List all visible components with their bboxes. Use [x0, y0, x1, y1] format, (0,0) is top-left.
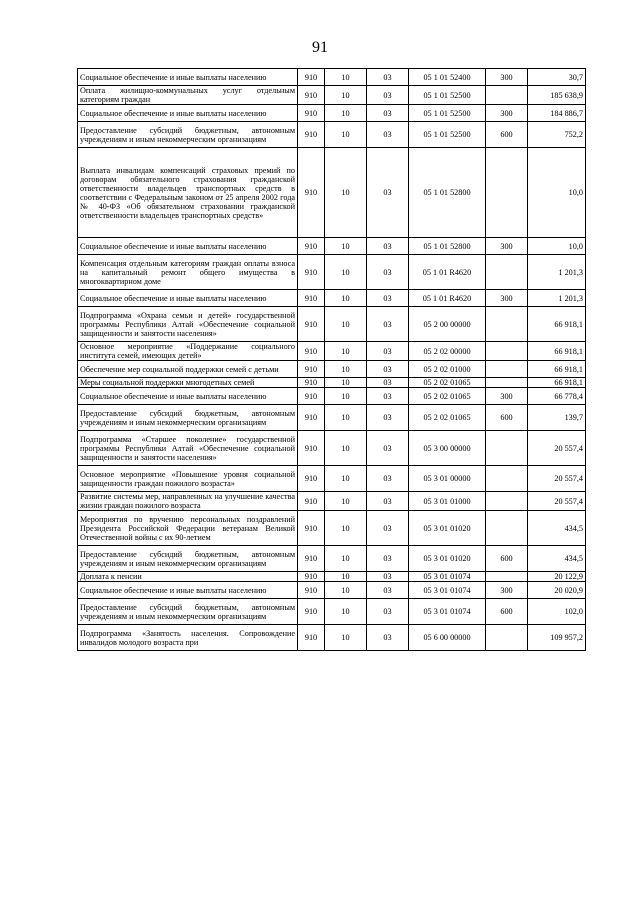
table-row: [78, 405, 586, 431]
cell-subsection-code: 03: [367, 290, 409, 307]
cell-expense-type: [486, 307, 528, 342]
cell-expense-type: 600: [486, 405, 528, 431]
cell-amount: 30,7: [528, 69, 586, 86]
cell-description: Социальное обеспечение и иные выплаты населению: [78, 238, 298, 255]
cell-description: Развитие системы мер, направленных на улучшение качества жизни граждан пожилого возраста: [78, 492, 298, 511]
cell-section-code: 10: [325, 69, 367, 86]
cell-description: Социальное обеспечение и иные выплаты населению: [78, 388, 298, 405]
cell-article-code: 05 1 01 R4620: [409, 290, 486, 307]
table-row: [78, 599, 586, 625]
cell-description: Оплата жилищно-коммунальных услуг отдельным категориям граждан: [78, 86, 298, 105]
cell-amount: 434,5: [528, 511, 586, 546]
cell-expense-type: 300: [486, 290, 528, 307]
cell-ministry-code: 910: [298, 290, 325, 307]
table-row: [78, 572, 586, 582]
cell-section-code: 10: [325, 546, 367, 572]
cell-subsection-code: 03: [367, 342, 409, 361]
cell-section-code: 10: [325, 290, 367, 307]
cell-description: Социальное обеспечение и иные выплаты населению: [78, 105, 298, 122]
cell-expense-type: 300: [486, 69, 528, 86]
cell-description: Предоставление субсидий бюджетным, автономным учреждениям и иным некоммерческим организациям: [78, 405, 298, 431]
cell-ministry-code: 910: [298, 625, 325, 651]
cell-expense-type: [486, 466, 528, 492]
cell-article-code: 05 2 02 00000: [409, 342, 486, 361]
cell-description: Выплата инвалидам компенсаций страховых премий по договорам обязательного страхования гражданской ответственности владельцев транспортных средств в соответствии с Федеральным законом от 25 апреля 2002 года № 40-ФЗ «Об обязательном страховании гражданской ответственности владельцев транспортных средств»: [78, 148, 298, 238]
cell-expense-type: [486, 361, 528, 378]
cell-ministry-code: 910: [298, 105, 325, 122]
cell-amount: 434,5: [528, 546, 586, 572]
cell-article-code: 05 1 01 52500: [409, 105, 486, 122]
cell-ministry-code: 910: [298, 492, 325, 511]
table-row: [78, 466, 586, 492]
cell-amount: 20 557,4: [528, 431, 586, 466]
cell-expense-type: [486, 431, 528, 466]
cell-amount: 66 918,1: [528, 361, 586, 378]
cell-article-code: 05 1 01 52500: [409, 86, 486, 105]
cell-article-code: 05 1 01 52800: [409, 148, 486, 238]
cell-article-code: 05 2 02 01000: [409, 361, 486, 378]
cell-article-code: 05 3 01 01074: [409, 582, 486, 599]
cell-description: Мероприятия по вручению персональных поздравлений Президента Российской Федерации ветеранам Великой Отечественной войны с их 90-летием: [78, 511, 298, 546]
cell-article-code: 05 2 02 01065: [409, 405, 486, 431]
cell-subsection-code: 03: [367, 86, 409, 105]
cell-article-code: 05 3 00 00000: [409, 431, 486, 466]
cell-section-code: 10: [325, 148, 367, 238]
cell-description: Социальное обеспечение и иные выплаты населению: [78, 69, 298, 86]
cell-article-code: 05 3 01 01020: [409, 511, 486, 546]
cell-section-code: 10: [325, 431, 367, 466]
cell-section-code: 10: [325, 342, 367, 361]
cell-amount: 1 201,3: [528, 290, 586, 307]
cell-ministry-code: 910: [298, 255, 325, 290]
table-body: [78, 69, 586, 651]
cell-subsection-code: 03: [367, 582, 409, 599]
cell-section-code: 10: [325, 599, 367, 625]
cell-subsection-code: 03: [367, 307, 409, 342]
cell-article-code: 05 2 00 00000: [409, 307, 486, 342]
cell-description: Подпрограмма «Охрана семьи и детей» государственной программы Республики Алтай «Обеспечение социальной защищенности и занятости населения»: [78, 307, 298, 342]
table-row: [78, 238, 586, 255]
cell-section-code: 10: [325, 625, 367, 651]
cell-description: Социальное обеспечение и иные выплаты населению: [78, 582, 298, 599]
cell-amount: 66 918,1: [528, 378, 586, 388]
cell-amount: 20 122,9: [528, 572, 586, 582]
cell-description: Меры социальной поддержки многодетных семей: [78, 378, 298, 388]
table-row: [78, 511, 586, 546]
cell-ministry-code: 910: [298, 361, 325, 378]
cell-amount: 102,0: [528, 599, 586, 625]
cell-article-code: 05 2 02 01065: [409, 388, 486, 405]
cell-section-code: 10: [325, 122, 367, 148]
cell-article-code: 05 3 01 01020: [409, 546, 486, 572]
cell-subsection-code: 03: [367, 105, 409, 122]
cell-subsection-code: 03: [367, 546, 409, 572]
cell-amount: 10,0: [528, 238, 586, 255]
table-row: [78, 431, 586, 466]
cell-description: Компенсация отдельным категориям граждан оплаты взноса на капитальный ремонт общего имущества в многоквартирном доме: [78, 255, 298, 290]
cell-ministry-code: 910: [298, 466, 325, 492]
table-row: [78, 255, 586, 290]
cell-article-code: 05 3 01 01074: [409, 572, 486, 582]
cell-subsection-code: 03: [367, 625, 409, 651]
table-row: [78, 378, 586, 388]
cell-ministry-code: 910: [298, 582, 325, 599]
cell-expense-type: [486, 511, 528, 546]
cell-article-code: 05 1 01 52800: [409, 238, 486, 255]
cell-ministry-code: 910: [298, 572, 325, 582]
cell-ministry-code: 910: [298, 148, 325, 238]
cell-expense-type: 300: [486, 582, 528, 599]
cell-ministry-code: 910: [298, 307, 325, 342]
cell-article-code: 05 1 01 R4620: [409, 255, 486, 290]
cell-amount: 752,2: [528, 122, 586, 148]
cell-section-code: 10: [325, 105, 367, 122]
cell-section-code: 10: [325, 405, 367, 431]
cell-ministry-code: 910: [298, 122, 325, 148]
cell-description: Предоставление субсидий бюджетным, автономным учреждениям и иным некоммерческим организациям: [78, 122, 298, 148]
cell-expense-type: 600: [486, 599, 528, 625]
cell-description: Предоставление субсидий бюджетным, автономным учреждениям и иным некоммерческим организациям: [78, 599, 298, 625]
cell-description: Обеспечение мер социальной поддержки семей с детьми: [78, 361, 298, 378]
cell-amount: 20 557,4: [528, 466, 586, 492]
cell-section-code: 10: [325, 388, 367, 405]
table-row: [78, 307, 586, 342]
budget-table: [77, 68, 586, 651]
cell-expense-type: 300: [486, 238, 528, 255]
cell-expense-type: 600: [486, 546, 528, 572]
table-row: [78, 105, 586, 122]
cell-subsection-code: 03: [367, 361, 409, 378]
cell-subsection-code: 03: [367, 378, 409, 388]
cell-article-code: 05 6 00 00000: [409, 625, 486, 651]
cell-section-code: 10: [325, 238, 367, 255]
cell-expense-type: [486, 86, 528, 105]
cell-ministry-code: 910: [298, 511, 325, 546]
table-row: [78, 86, 586, 105]
cell-amount: 66 778,4: [528, 388, 586, 405]
cell-subsection-code: 03: [367, 511, 409, 546]
cell-ministry-code: 910: [298, 342, 325, 361]
table-row: [78, 290, 586, 307]
cell-expense-type: [486, 342, 528, 361]
cell-subsection-code: 03: [367, 122, 409, 148]
cell-amount: 1 201,3: [528, 255, 586, 290]
cell-ministry-code: 910: [298, 546, 325, 572]
cell-description: Основное мероприятие «Поддержание социального института семей, имеющих детей»: [78, 342, 298, 361]
cell-description: Доплата к пенсии: [78, 572, 298, 582]
cell-expense-type: 600: [486, 122, 528, 148]
cell-subsection-code: 03: [367, 431, 409, 466]
cell-description: Основное мероприятие «Повышение уровня социальной защищенности граждан пожилого возраста»: [78, 466, 298, 492]
cell-section-code: 10: [325, 492, 367, 511]
cell-section-code: 10: [325, 307, 367, 342]
cell-section-code: 10: [325, 255, 367, 290]
cell-article-code: 05 2 02 01065: [409, 378, 486, 388]
cell-subsection-code: 03: [367, 405, 409, 431]
cell-article-code: 05 1 01 52400: [409, 69, 486, 86]
table-row: [78, 582, 586, 599]
cell-ministry-code: 910: [298, 388, 325, 405]
page-number: 91: [312, 39, 328, 56]
cell-ministry-code: 910: [298, 599, 325, 625]
cell-section-code: 10: [325, 511, 367, 546]
cell-description: Подпрограмма «Старшее поколение» государственной программы Республики Алтай «Обеспечение социальной защищенности и занятости населения»: [78, 431, 298, 466]
table-row: [78, 148, 586, 238]
cell-ministry-code: 910: [298, 405, 325, 431]
cell-ministry-code: 910: [298, 86, 325, 105]
cell-expense-type: [486, 572, 528, 582]
cell-subsection-code: 03: [367, 238, 409, 255]
cell-amount: 66 918,1: [528, 342, 586, 361]
table-row: [78, 546, 586, 572]
cell-subsection-code: 03: [367, 148, 409, 238]
table-row: [78, 361, 586, 378]
table-row: [78, 122, 586, 148]
cell-amount: 66 918,1: [528, 307, 586, 342]
cell-section-code: 10: [325, 572, 367, 582]
table-row: [78, 625, 586, 651]
table-row: [78, 388, 586, 405]
cell-expense-type: [486, 148, 528, 238]
cell-article-code: 05 3 01 01000: [409, 492, 486, 511]
cell-section-code: 10: [325, 582, 367, 599]
cell-ministry-code: 910: [298, 238, 325, 255]
cell-ministry-code: 910: [298, 378, 325, 388]
cell-section-code: 10: [325, 466, 367, 492]
cell-subsection-code: 03: [367, 388, 409, 405]
cell-section-code: 10: [325, 378, 367, 388]
cell-ministry-code: 910: [298, 69, 325, 86]
cell-subsection-code: 03: [367, 255, 409, 290]
cell-description: Подпрограмма «Занятость населения. Сопровождение инвалидов молодого возраста при: [78, 625, 298, 651]
cell-subsection-code: 03: [367, 466, 409, 492]
cell-amount: 20 557,4: [528, 492, 586, 511]
cell-subsection-code: 03: [367, 599, 409, 625]
cell-amount: 139,7: [528, 405, 586, 431]
cell-section-code: 10: [325, 86, 367, 105]
cell-amount: 184 886,7: [528, 105, 586, 122]
cell-article-code: 05 1 01 52500: [409, 122, 486, 148]
cell-expense-type: 300: [486, 388, 528, 405]
cell-amount: 20 020,9: [528, 582, 586, 599]
cell-description: Социальное обеспечение и иные выплаты населению: [78, 290, 298, 307]
cell-description: Предоставление субсидий бюджетным, автономным учреждениям и иным некоммерческим организациям: [78, 546, 298, 572]
table-row: [78, 492, 586, 511]
cell-expense-type: [486, 492, 528, 511]
cell-expense-type: [486, 378, 528, 388]
cell-article-code: 05 3 01 00000: [409, 466, 486, 492]
cell-expense-type: [486, 255, 528, 290]
cell-amount: 185 638,9: [528, 86, 586, 105]
cell-subsection-code: 03: [367, 69, 409, 86]
cell-article-code: 05 3 01 01074: [409, 599, 486, 625]
cell-amount: 10,0: [528, 148, 586, 238]
table-row: [78, 342, 586, 361]
cell-subsection-code: 03: [367, 492, 409, 511]
cell-expense-type: 300: [486, 105, 528, 122]
cell-expense-type: [486, 625, 528, 651]
cell-ministry-code: 910: [298, 431, 325, 466]
cell-amount: 109 957,2: [528, 625, 586, 651]
table-row: [78, 69, 586, 86]
cell-section-code: 10: [325, 361, 367, 378]
cell-subsection-code: 03: [367, 572, 409, 582]
